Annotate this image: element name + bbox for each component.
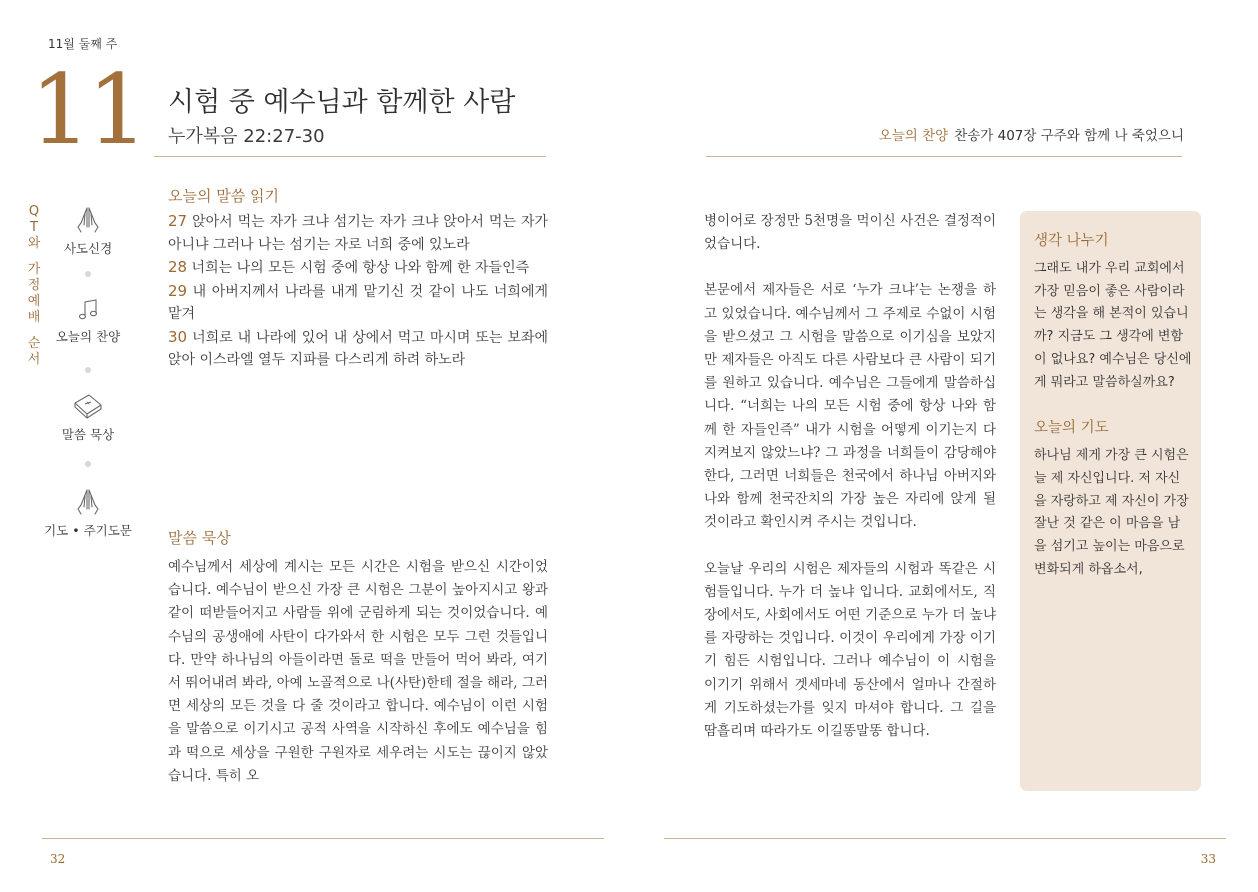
meditation-paragraph: 본문에서 제자들은 서로 ‘누가 크냐’는 논쟁을 하고 있었습니다. 예수님께서 그 주제로 수없이 시험을 받으셨고 그 시험을 말씀으로 이기심을 보았지만 제자들은 아직도 다른 사람보다 큰 사람이 되기를 원하고 있습니다. 예수님은 그들에게 말씀하십니다. “너희는 나의 모든 시험 중에 항상 나와 함께 한 자들인즉” 내가 시험을 어떻게 이기는지 다 지켜보지 않았느냐? 그 과정을 너희들이 감당해야 한다, 그러면 너희들은 천국에서 하나님 아버지와 나와 함께 천국잔치의 가장 높은 자리에 앉게 될 것이라고 확인시켜 주시는 것입니다. [704, 282, 996, 531]
footer-divider-right [664, 838, 1226, 839]
meditation-paragraph: 오늘날 우리의 시험은 제자들의 시험과 똑같은 시험들입니다. 누가 더 높냐 입니다. 교회에서도, 직장에서도, 사회에서도 어떤 기준으로 누가 더 높냐를 자랑하는 것입니다. 이것이 우리에게 가장 이기기 힘든 시험입니다. 그러나 예수님이 이 시험을 이기기 위해서 겟세마네 동산에서 얼마나 간절하게 기도하셨는가를 잊지 마셔야 합니다. 그 길을 땀흘리며 따라가도 이길똥말똥 합니다. [704, 560, 996, 740]
page-number-right: 33 [1200, 852, 1216, 866]
page-number-left: 32 [50, 852, 66, 866]
sharing-text: 그래도 내가 우리 교회에서 가장 믿음이 좋은 사람이라는 생각을 해 본적이 있습니까? 지금도 그 생각에 변함이 없나요? 예수님은 당신에게 뭐라고 말씀하실까요? [1034, 261, 1192, 390]
sidebar-item-label: 기도 • 주기도문 [44, 523, 132, 538]
verse: 28 너희는 나의 모든 시험 중에 항상 나와 함께 한 자들인즉 [168, 258, 530, 276]
music-note-icon [75, 297, 101, 323]
sidebar-item-todays-hymn [38, 297, 138, 345]
sidebar-item-label: 말씀 묵상 [61, 427, 115, 442]
week-label: 11월 둘째 주 [48, 37, 118, 51]
footer-divider-left [42, 838, 604, 839]
verse-number: 28 [168, 258, 188, 276]
sharing-heading: 생각 나누기 [1034, 233, 1109, 249]
verse-number: 29 [168, 281, 188, 300]
scripture-verses [168, 210, 548, 372]
separator-dot [85, 271, 91, 277]
sidebar-item-apostles-creed [38, 205, 138, 257]
prayer-heading: 오늘의 기도 [1034, 420, 1109, 437]
sharing-prayer-box [1020, 211, 1201, 791]
page-title: 시험 중 예수님과 함께한 사람 [168, 87, 516, 118]
prayer-text: 하나님 제게 가장 큰 시험은 늘 제 자신입니다. 저 자신을 자랑하고 제 자신이 가장 잘난 것 같은 이 마음을 남을 섬기고 높이는 마음으로 변화되게 하옵소서, [1034, 448, 1189, 577]
day-number: 11 [30, 54, 145, 166]
header-divider-right [706, 156, 1182, 157]
verse-number: 30 [168, 327, 188, 346]
hymn-label: 오늘의 찬양 [878, 128, 949, 144]
praying-hands-icon [73, 487, 103, 517]
meditation-text-right [704, 210, 996, 766]
verse-number: 27 [168, 212, 188, 230]
hymn-text: 찬송가 407장 구주와 함께 나 죽었으니 [954, 128, 1184, 144]
bible-icon [72, 391, 104, 421]
qt-order-vertical-title: Q T 와 가 정 예 배 순 서 [27, 204, 41, 367]
verse: 27 앉아서 먹는 자가 크냐 섬기는 자가 크냐 앉아서 먹는 자가 아니냐 그러나 나는 섬기는 자로 너희 중에 있노라 [168, 212, 549, 253]
meditation-text-left: 예수님께서 세상에 계시는 모든 시간은 시험을 받으신 시간이었습니다. 예수님이 받으신 가장 큰 시험은 그분이 높아지시고 왕과 같이 떠받들어지고 사람들 위에 군림하게 되는 것이었습니다. 예수님의 공생애에 사탄이 다가와서 한 시험은 모두 그런 것들입니다. 만약 하나님의 아들이라면 돌로 떡을 만들어 먹어 봐라, 여기서 뛰어내려 봐라, 아예 노골적으로 나(사탄)한테 절을 해라, 그러면 세상의 모든 것을 다 줄 것이라고 합니다. 예수님이 이런 시험을 말씀으로 이기시고 공적 사역을 시작하신 후에도 예수님을 힘과 떡으로 세상을 구원한 구원자로 세우려는 시도는 끊이지 않았습니다. 특히 오 [168, 559, 548, 784]
verse: 29 내 아버지께서 나라를 내게 맡기신 것 같이 나도 너희에게 맡겨 [168, 281, 549, 322]
sidebar-item-label: 오늘의 찬양 [55, 329, 121, 344]
meditation-heading: 말씀 묵상 [168, 529, 231, 547]
meditation-paragraph: 병이어로 장정만 5천명을 먹이신 사건은 결정적이었습니다. [704, 213, 996, 253]
sidebar-item-label: 사도신경 [63, 241, 113, 256]
todays-hymn [879, 124, 1184, 144]
sidebar-item-prayer [38, 487, 138, 539]
sidebar-item-word-meditation [38, 391, 138, 443]
header-divider-left [154, 156, 546, 157]
reading-heading: 오늘의 말씀 읽기 [168, 187, 279, 205]
verse: 30 너희로 내 나라에 있어 내 상에서 먹고 마시며 또는 보좌에 앉아 이스라엘 열두 지파를 다스리게 하려 하노라 [168, 327, 549, 368]
separator-dot [85, 461, 91, 467]
praying-hands-icon [73, 205, 103, 235]
separator-dot [85, 367, 91, 373]
scripture-reference: 누가복음 22:27-30 [168, 126, 325, 147]
